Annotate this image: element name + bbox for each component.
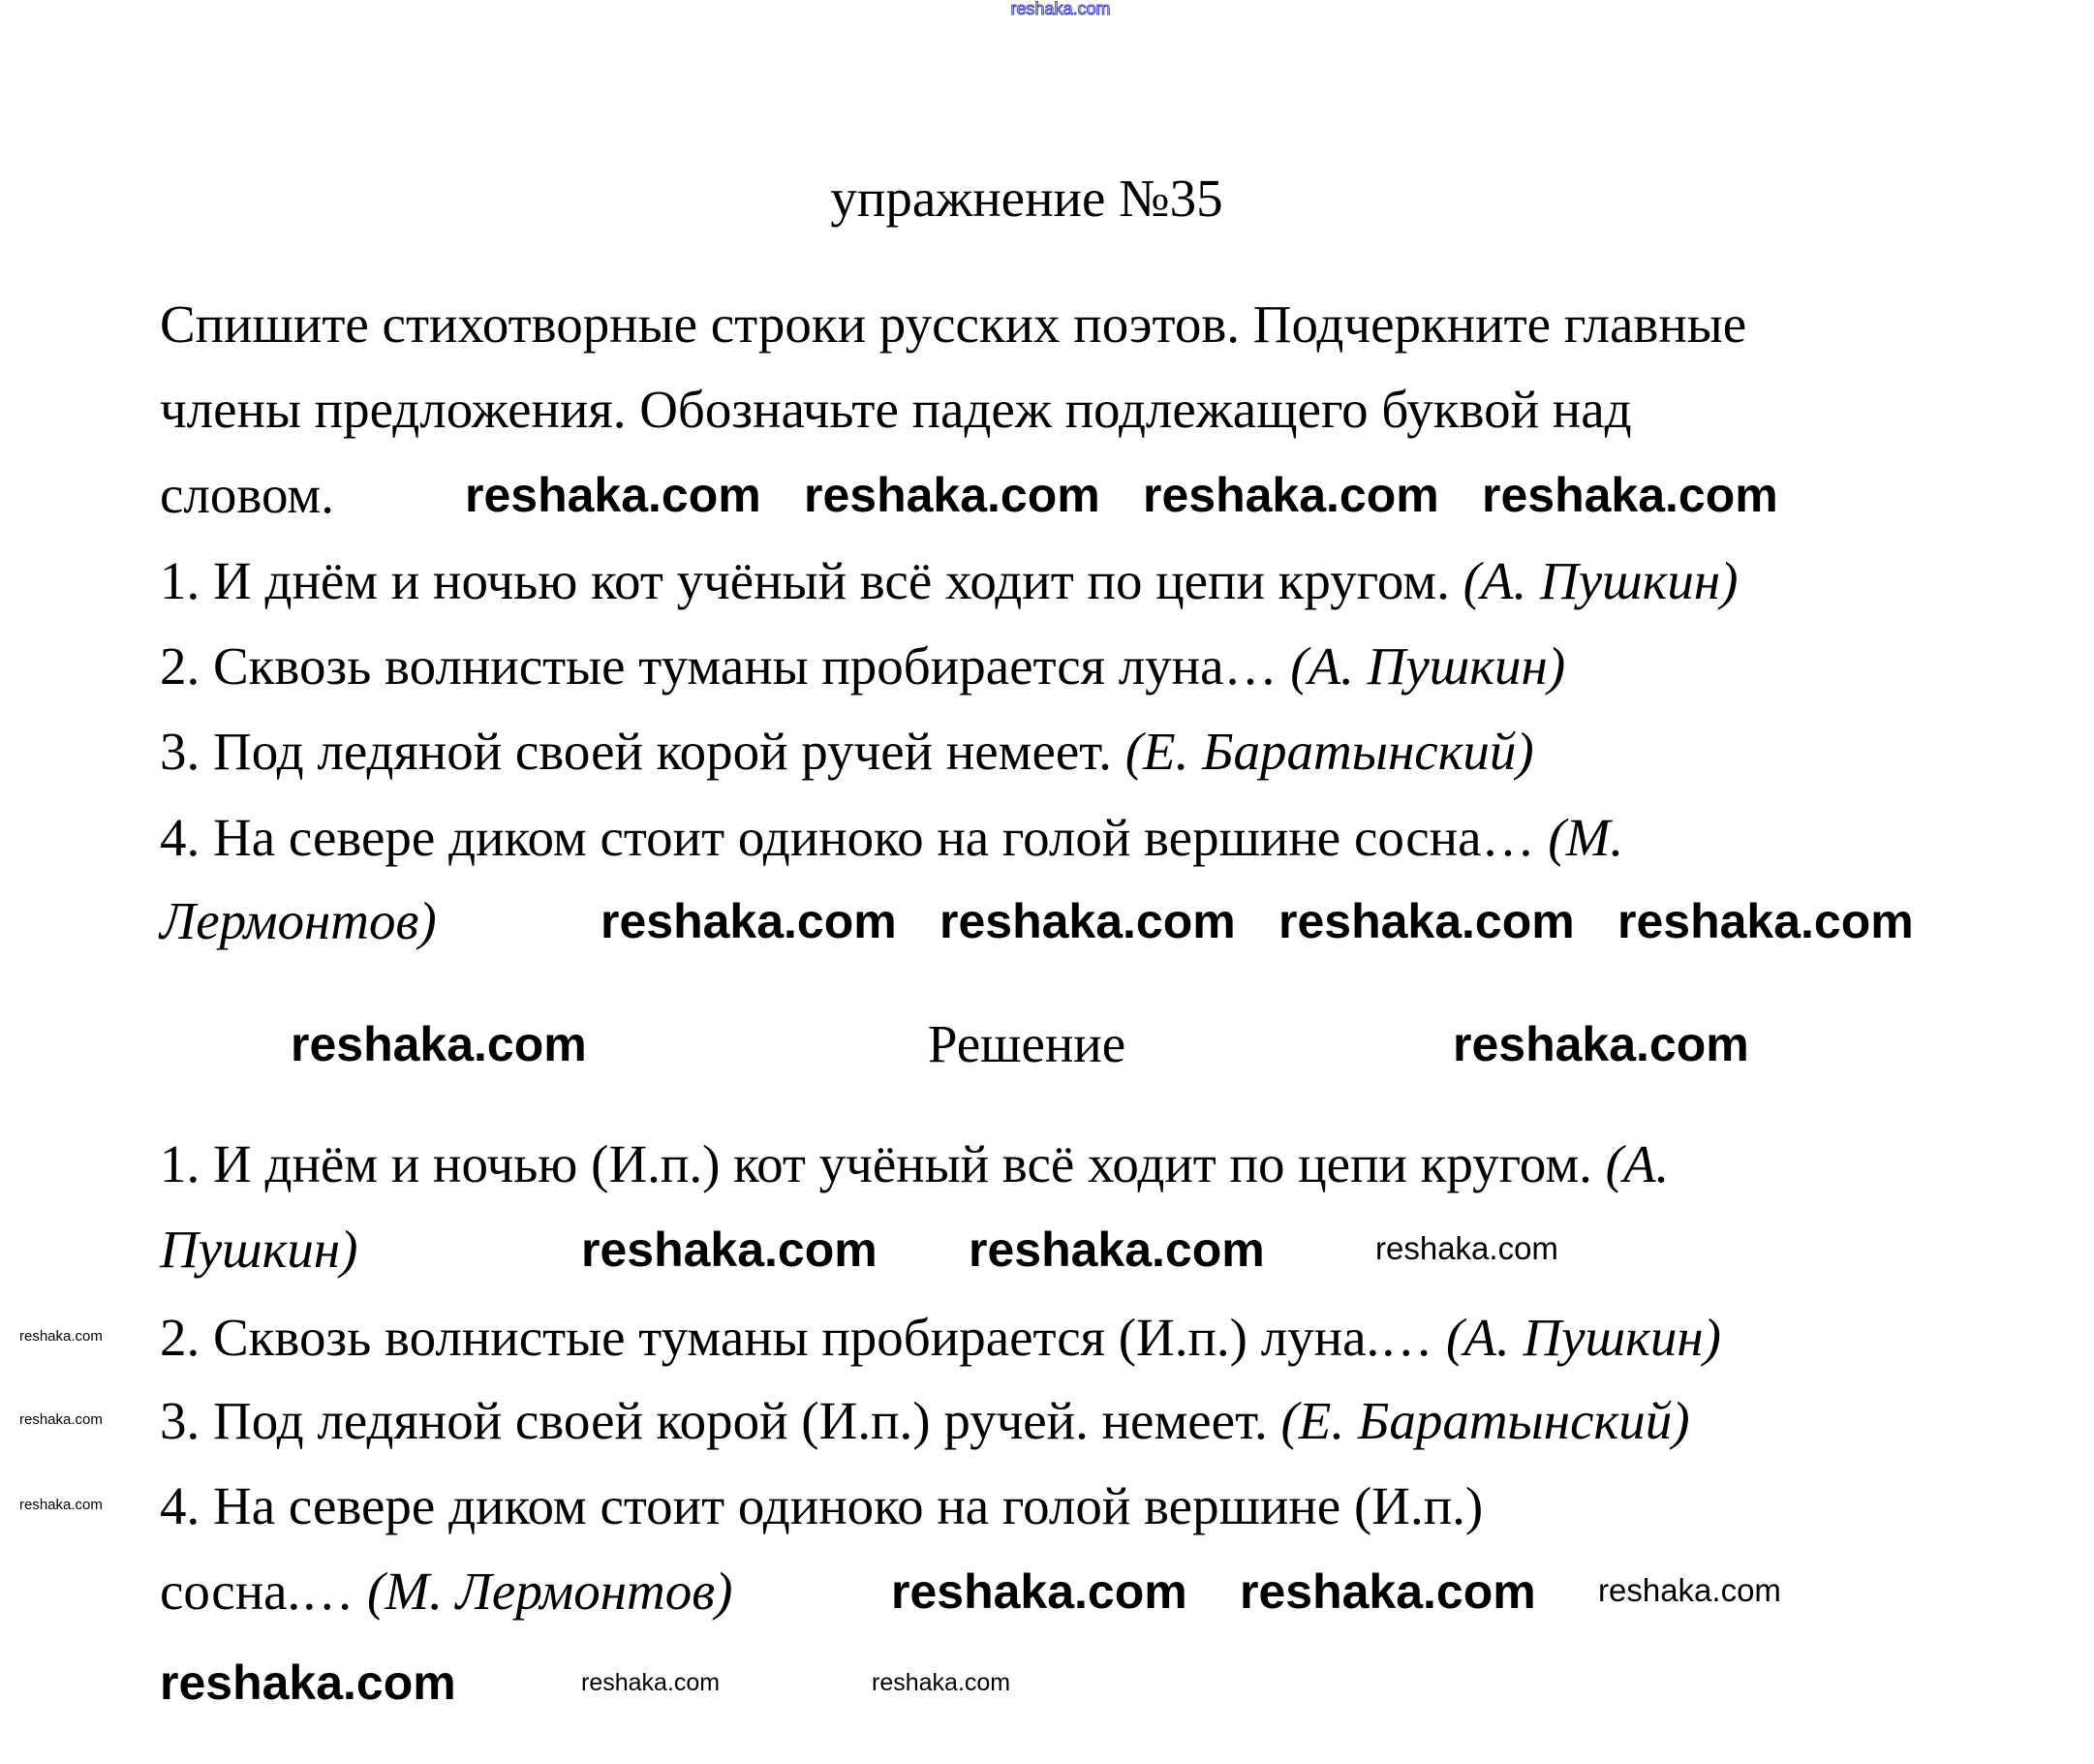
watermark: reshaka.com [872, 1669, 1011, 1696]
solution-author: (А. Пушкин) [1446, 1308, 1721, 1367]
poem-item [160, 551, 1739, 610]
watermark: reshaka.com [1598, 1572, 1781, 1608]
solution-author: (М. Лермонтов) [367, 1562, 733, 1621]
watermark: reshaka.com [160, 1656, 456, 1710]
poem-text: 2. Сквозь волнистые туманы пробирается луна… [160, 636, 1291, 696]
watermark: reshaka.com [939, 894, 1236, 948]
solution-item [160, 1134, 1670, 1193]
watermark: reshaka.com [1143, 468, 1439, 522]
watermark: reshaka.com [891, 1564, 1187, 1619]
solution-item-cont [160, 1562, 733, 1621]
poem-item [160, 808, 1624, 867]
watermark: reshaka.com [291, 1017, 587, 1071]
solution-item: 4. На севере диком стоит одиноко на голой вершине (И.п.) [160, 1476, 1484, 1535]
poem-item [160, 722, 1534, 781]
solution-title: Решение [927, 1014, 1126, 1073]
watermark: reshaka.com [804, 468, 1100, 522]
poem-author: (А. Пушкин) [1290, 636, 1566, 696]
task-line: члены предложения. Обозначьте падеж подлежащего буквой над [160, 380, 1632, 439]
solution-text: сосна.… [160, 1562, 368, 1621]
poem-author: (А. Пушкин) [1463, 551, 1739, 610]
watermark: reshaka.com [19, 1497, 103, 1513]
poem-item [160, 636, 1566, 696]
watermark: reshaka.com [581, 1222, 878, 1277]
task-line: Спишите стихотворные строки русских поэтов. Подчеркните главные [160, 294, 1747, 354]
poem-author: (Е. Баратынский) [1124, 722, 1534, 781]
watermark: reshaka.com [1617, 894, 1914, 948]
watermark: reshaka.com [1453, 1017, 1749, 1071]
watermark: reshaka.com [19, 1328, 103, 1345]
solution-item [160, 1391, 1690, 1450]
watermark: reshaka.com [581, 1669, 721, 1696]
solution-text: 1. И днём и ночью (И.п.) кот учёный всё ходит по цепи кругом. [160, 1134, 1606, 1193]
solution-author: (А. [1605, 1134, 1670, 1193]
solution-text: 2. Сквозь волнистые туманы пробирается (И.п.) луна.… [160, 1308, 1447, 1367]
watermark: reshaka.com [600, 894, 897, 948]
solution-author: (Е. Баратынский) [1280, 1391, 1690, 1450]
header-watermark[interactable]: reshaka.com [1010, 0, 1111, 18]
page-title: упражнение №35 [830, 169, 1223, 228]
poem-author: (М. [1548, 808, 1624, 867]
solution-author-cont: Пушкин) [160, 1220, 358, 1279]
solution-text: 3. Под ледяной своей корой (И.п.) ручей. немеет. [160, 1391, 1281, 1450]
watermark: reshaka.com [1375, 1230, 1558, 1266]
watermark: reshaka.com [1240, 1564, 1536, 1619]
watermark: reshaka.com [465, 468, 761, 522]
watermark: reshaka.com [1278, 894, 1575, 948]
watermark: reshaka.com [969, 1222, 1265, 1277]
poem-text: 4. На севере диком стоит одиноко на голой вершине сосна… [160, 808, 1549, 867]
solution-item [160, 1308, 1721, 1367]
task-line: словом. [160, 465, 334, 524]
watermark: reshaka.com [19, 1411, 103, 1428]
watermark: reshaka.com [1482, 468, 1778, 522]
poem-author-cont: Лермонтов) [160, 891, 437, 950]
poem-text: 1. И днём и ночью кот учёный всё ходит по цепи кругом. [160, 551, 1463, 610]
poem-text: 3. Под ледяной своей корой ручей немеет. [160, 722, 1125, 781]
